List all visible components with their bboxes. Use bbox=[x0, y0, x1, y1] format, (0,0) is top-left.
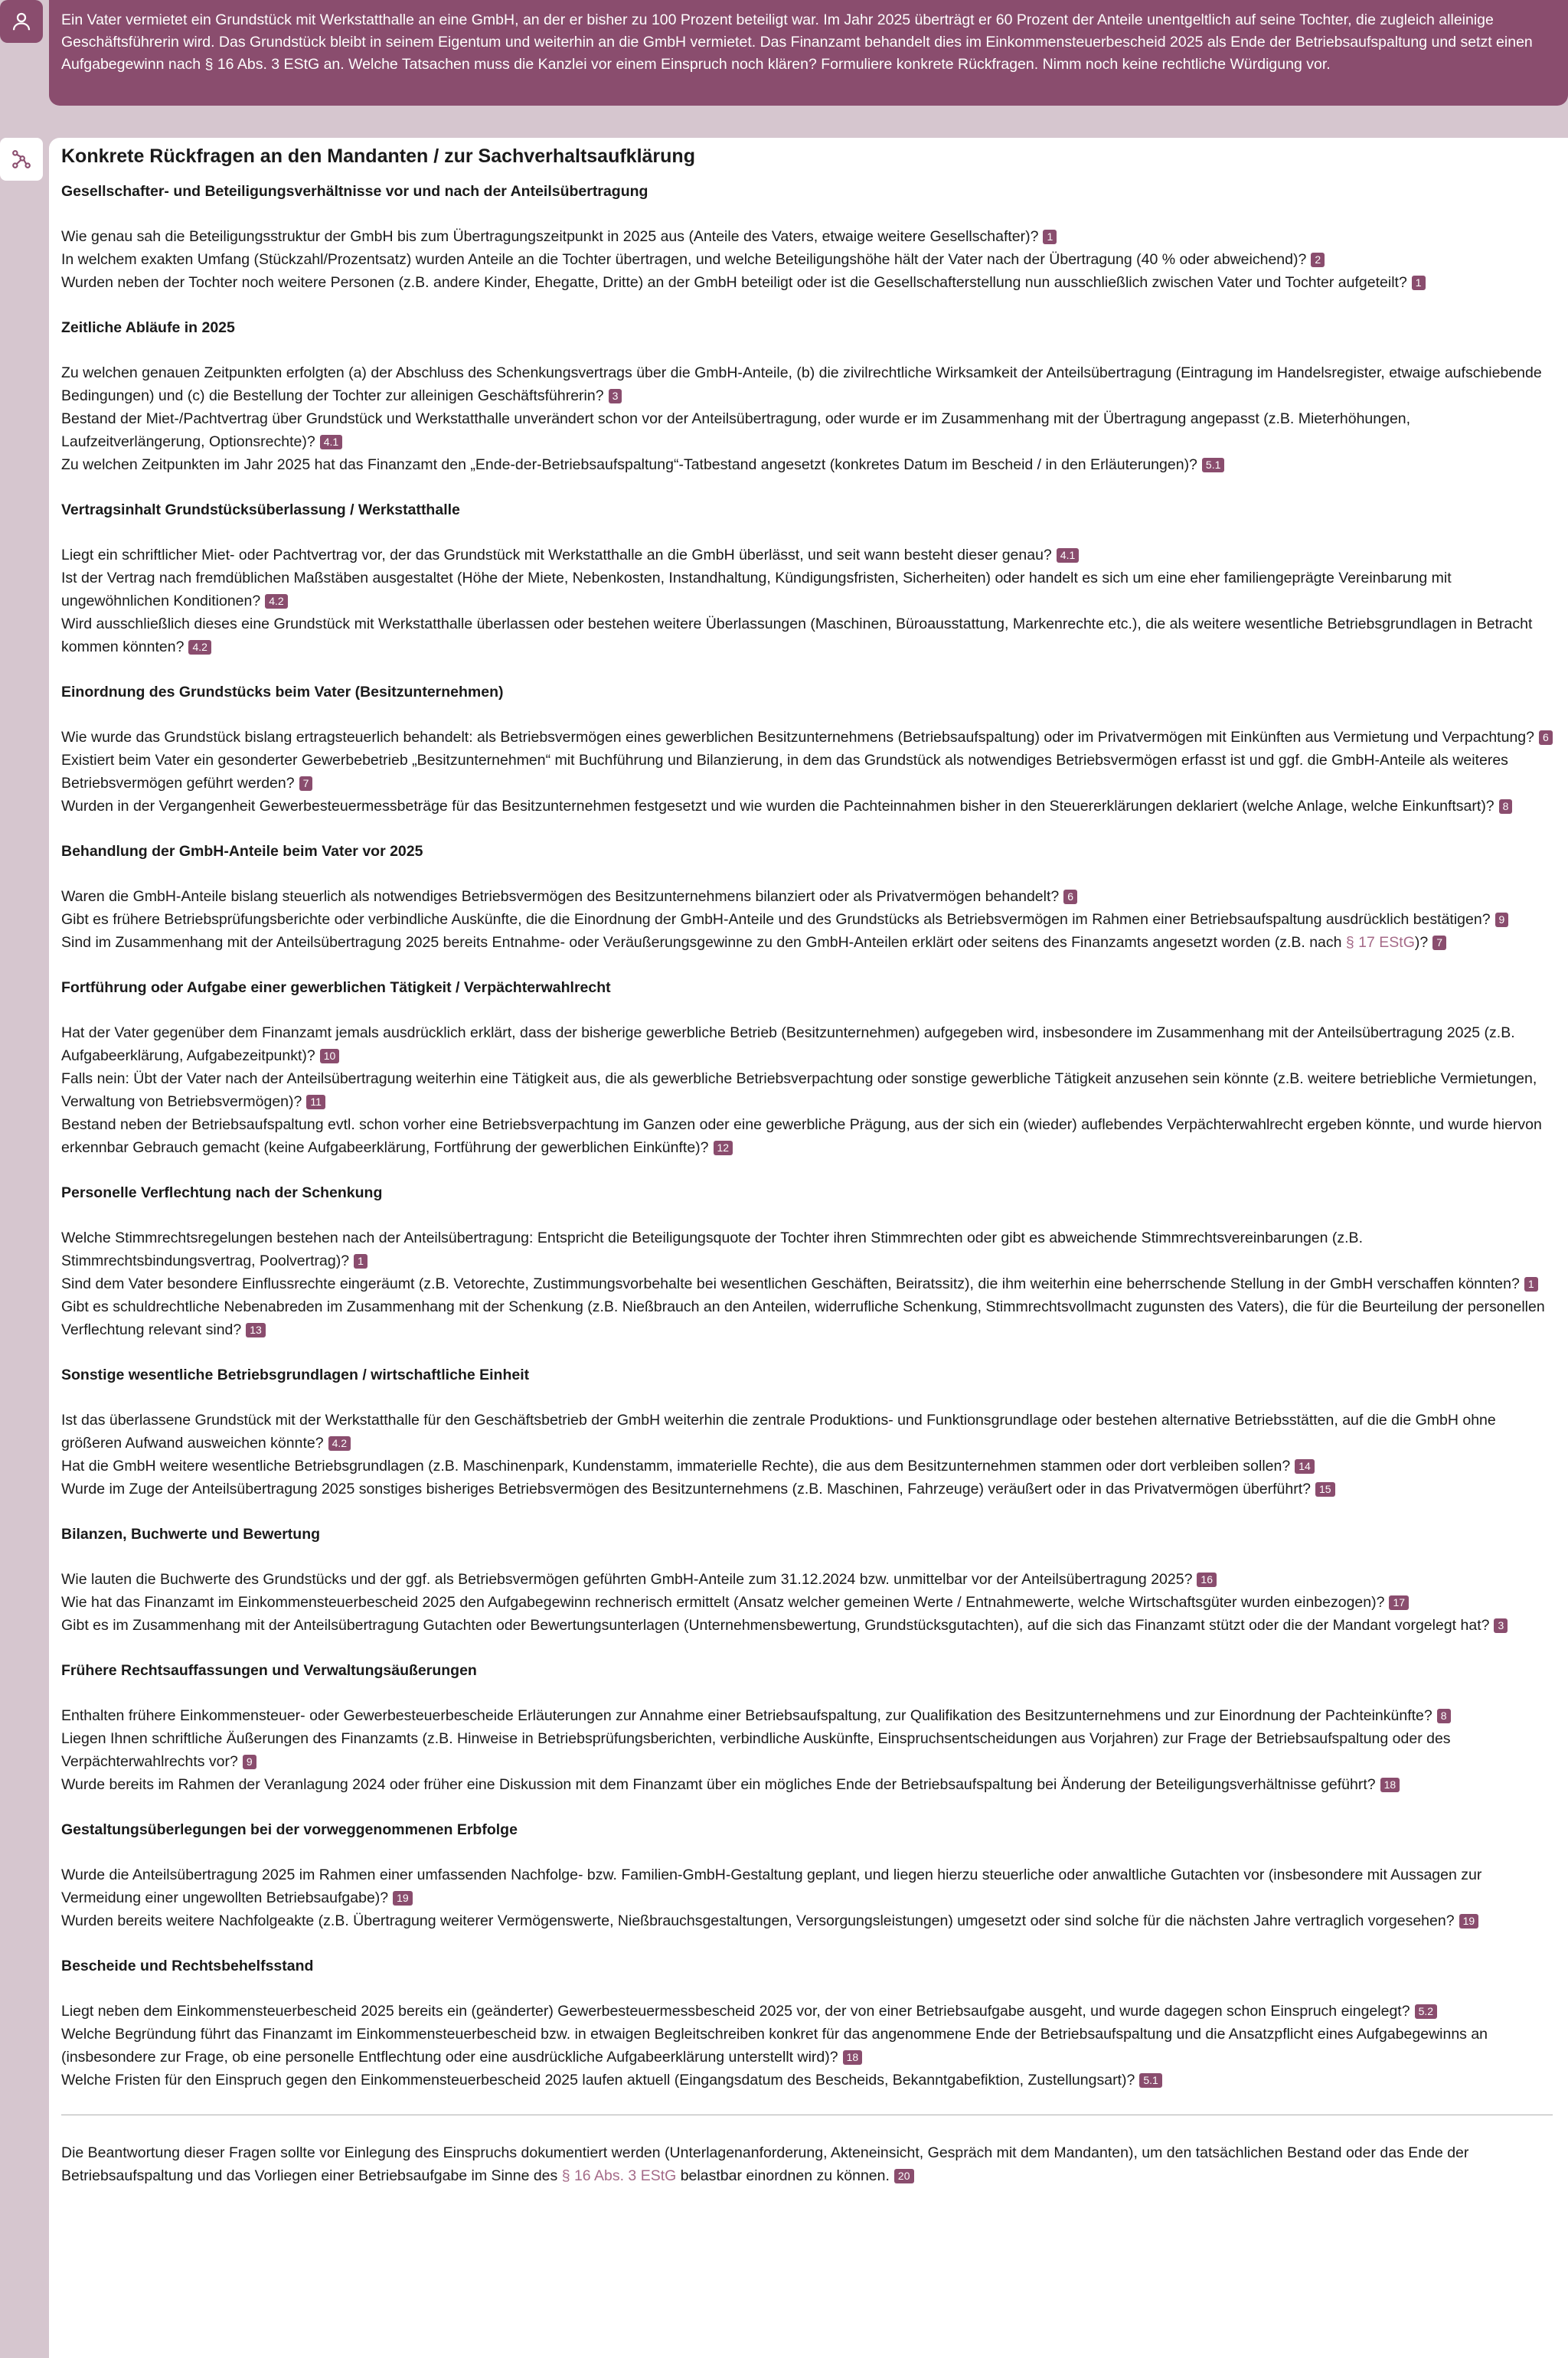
section-heading: Behandlung der GmbH-Anteile beim Vater vor 2025 bbox=[61, 843, 423, 860]
citation-badge[interactable]: 7 bbox=[1432, 936, 1446, 950]
closing-law-link[interactable]: § 16 Abs. 3 EStG bbox=[561, 2167, 677, 2184]
section-heading: Einordnung des Grundstücks beim Vater (Besitzunternehmen) bbox=[61, 684, 504, 701]
question-text: Sind im Zusammenhang mit der Anteilsübertragung 2025 bereits Entnahme- oder Veräußerungsgewinne zu den GmbH-Anteilen erklärt oder seitens des Finanzamts angesetzt worden (z.B. nach bbox=[61, 934, 1346, 951]
question-text: Welche Fristen für den Einspruch gegen den Einkommensteuerbescheid 2025 laufen aktuell (Eingangsdatum des Bescheids, Bekanntgabefiktion, Zustellungsart)? bbox=[61, 2072, 1135, 2089]
question-item bbox=[61, 225, 1553, 248]
question-text: Hat der Vater gegenüber dem Finanzamt jemals ausdrücklich erklärt, dass der bisherige gewerbliche Betrieb (Besitzunternehmen) aufgegeben wird, insbesondere im Zusammenhang mit der Anteilsübertragung 2025 (z.B. Aufgabeerklärung, Aufgabezeitpunkt)? bbox=[61, 1024, 1515, 1064]
citation-badge[interactable]: 5.2 bbox=[1415, 2004, 1437, 2019]
question-section bbox=[61, 977, 1553, 1159]
question-item bbox=[61, 1409, 1553, 1455]
question-item bbox=[61, 567, 1553, 612]
question-item bbox=[61, 361, 1553, 407]
question-text: Gibt es schuldrechtliche Nebenabreden im Zusammenhang mit der Schenkung (z.B. Nießbrauch an den Anteilen, widerrufliche Schenkung, Stimmrechtsvollmacht zugunsten des Vaters), die für die Beurteilung der personellen Verflechtung relevant sind? bbox=[61, 1298, 1545, 1338]
question-item bbox=[61, 1226, 1553, 1272]
question-text: Wurde im Zuge der Anteilsübertragung 2025 sonstiges bisheriges Betriebsvermögen des Besitzunternehmens (z.B. Maschinen, Fahrzeuge) veräußert oder in das Privatvermögen überführt? bbox=[61, 1481, 1312, 1497]
question-item bbox=[61, 271, 1553, 294]
response-title: Konkrete Rückfragen an den Mandanten / zur Sachverhaltsaufklärung bbox=[61, 145, 695, 167]
question-text: Liegen Ihnen schriftliche Äußerungen des Finanzamts (z.B. Hinweise in Betriebsprüfungsberichten, verbindliche Auskünfte, Einspruchsentscheidungen aus Vorjahren) zur Frage der Betriebsaufspaltung oder des Verpächterwahlrechts vor? bbox=[61, 1730, 1451, 1770]
section-heading: Sonstige wesentliche Betriebsgrundlagen / wirtschaftliche Einheit bbox=[61, 1367, 530, 1383]
citation-badge[interactable]: 18 bbox=[843, 2050, 863, 2065]
assistant-response-panel bbox=[49, 138, 1568, 2358]
citation-badge[interactable]: 6 bbox=[1063, 890, 1077, 904]
question-text: Wie hat das Finanzamt im Einkommensteuerbescheid 2025 den Aufgabegewinn rechnerisch ermittelt (Ansatz welcher gemeinen Werte / Entnahmewerte, welche Wirtschaftsgüter wurden einbezogen)? bbox=[61, 1594, 1385, 1611]
citation-badge[interactable]: 15 bbox=[1315, 1482, 1335, 1497]
closing-text: Die Beantwortung dieser Fragen sollte vor Einlegung des Einspruchs dokumentiert werden (Unterlagenanforderung, Akteneinsicht, Gespräch mit dem Mandanten), um den tatsächlichen Bestand oder das Ende der Betriebsaufspaltung und das Vorliegen einer Betriebsaufgabe im Sinne des bbox=[61, 2144, 1469, 2184]
citation-badge[interactable]: 5.1 bbox=[1202, 458, 1224, 472]
question-sections bbox=[61, 181, 1553, 2092]
citation-badge[interactable]: 19 bbox=[1459, 1914, 1479, 1929]
citation-badge[interactable]: 14 bbox=[1295, 1459, 1315, 1474]
citation-badge[interactable]: 9 bbox=[243, 1755, 256, 1769]
question-section bbox=[61, 317, 1553, 476]
closing-text-end: belastbar einordnen zu können. bbox=[676, 2167, 890, 2184]
question-text: Wie genau sah die Beteiligungsstruktur der GmbH bis zum Übertragungszeitpunkt in 2025 aus (Anteile des Vaters, etwaige weitere Gesellschafter)? bbox=[61, 228, 1039, 245]
question-list bbox=[61, 1704, 1553, 1796]
citation-badge[interactable]: 20 bbox=[894, 2169, 914, 2183]
question-item bbox=[61, 453, 1553, 476]
question-text: Wurde bereits im Rahmen der Veranlagung 2024 oder früher eine Diskussion mit dem Finanzamt über ein mögliches Ende der Betriebsaufspaltung bei Änderung der Beteiligungsverhältnisse geführt? bbox=[61, 1776, 1376, 1793]
question-text: In welchem exakten Umfang (Stückzahl/Prozentsatz) wurden Anteile an die Tochter übertragen, und welche Beteiligungshöhe hält der Vater nach der Übertragung (40 % oder abweichend)? bbox=[61, 251, 1307, 268]
question-section bbox=[61, 499, 1553, 658]
question-item bbox=[61, 1591, 1553, 1614]
law-link[interactable]: § 17 EStG bbox=[1345, 934, 1415, 951]
section-heading: Bilanzen, Buchwerte und Bewertung bbox=[61, 1526, 321, 1543]
question-section bbox=[61, 1660, 1553, 1796]
user-avatar bbox=[0, 0, 43, 43]
closing-paragraph bbox=[61, 2141, 1553, 2187]
question-section bbox=[61, 681, 1553, 818]
question-section bbox=[61, 1955, 1553, 2092]
question-item bbox=[61, 1272, 1553, 1295]
citation-badge[interactable]: 5.1 bbox=[1139, 2073, 1161, 2088]
question-text: Welche Stimmrechtsregelungen bestehen nach der Anteilsübertragung: Entspricht die Beteiligungsquote der Tochter ihren Stimmrechten oder gibt es abweichende Stimmrechtsvereinbarungen (z.B. Stimmrechtsbindungsvertrag, Poolvertrag)? bbox=[61, 1230, 1363, 1269]
section-heading: Gesellschafter- und Beteiligungsverhältnisse vor und nach der Anteilsübertragung bbox=[61, 183, 648, 200]
citation-badge[interactable]: 18 bbox=[1380, 1778, 1400, 1792]
question-text: Wurden in der Vergangenheit Gewerbesteuermessbeträge für das Besitzunternehmen festgesetzt und wie wurden die Pachteinnahmen bisher in den Steuererklärungen deklariert (welche Anlage, welche Einkunftsart)? bbox=[61, 798, 1494, 815]
question-item bbox=[61, 1067, 1553, 1113]
citation-badge[interactable]: 8 bbox=[1499, 799, 1513, 814]
question-item bbox=[61, 885, 1553, 908]
question-text: Falls nein: Übt der Vater nach der Anteilsübertragung weiterhin eine Tätigkeit aus, die als gewerbliche Betriebsverpachtung oder sonstige gewerbliche Tätigkeit anzusehen sein könnte (z.B. weitere betriebliche Vermietungen, Verwaltung von Betriebsvermögen)? bbox=[61, 1070, 1537, 1110]
question-text: Liegt ein schriftlicher Miet- oder Pachtvertrag vor, der das Grundstück mit Werkstatthalle an die GmbH überlässt, und seit wann besteht dieser genau? bbox=[61, 547, 1052, 563]
question-item bbox=[61, 795, 1553, 818]
citation-badge[interactable]: 12 bbox=[714, 1141, 733, 1155]
citation-badge[interactable]: 6 bbox=[1539, 730, 1553, 745]
citation-badge[interactable]: 1 bbox=[1043, 230, 1057, 244]
question-text: Zu welchen genauen Zeitpunkten erfolgten (a) der Abschluss des Schenkungsvertrags über die GmbH-Anteile, (b) die zivilrechtliche Wirksamkeit der Anteilsübertragung (Eintragung im Handelsregister, etwaige aufschiebende Bedingungen) und (c) die Bestellung der Tochter zur alleinigen Geschäftsführerin? bbox=[61, 364, 1542, 404]
question-item bbox=[61, 1704, 1553, 1727]
question-text: Ist das überlassene Grundstück mit der Werkstatthalle für den Geschäftsbetrieb der GmbH weiterhin die zentrale Produktions- und Funktionsgrundlage oder bestehen alternative Betriebsstätten, auf die die GmbH ohne größeren Aufwand ausweichen könnte? bbox=[61, 1412, 1496, 1452]
question-item bbox=[61, 2000, 1553, 2023]
citation-badge[interactable]: 7 bbox=[299, 776, 313, 791]
question-item bbox=[61, 749, 1553, 795]
question-text: Liegt neben dem Einkommensteuerbescheid 2025 bereits ein (geänderter) Gewerbesteuermessbescheid 2025 vor, der von einer Betriebsaufgabe ausgeht, und wurde dagegen schon Einspruch eingelegt? bbox=[61, 2003, 1410, 2020]
question-item bbox=[61, 1614, 1553, 1637]
question-section bbox=[61, 1182, 1553, 1341]
question-section bbox=[61, 181, 1553, 294]
question-text: Wurden neben der Tochter noch weitere Personen (z.B. andere Kinder, Ehegatte, Dritte) an der GmbH beteiligt oder ist die Gesellschafterstellung nun ausschließlich zwischen Vater und Tochter aufgeteilt? bbox=[61, 274, 1407, 291]
question-list bbox=[61, 1863, 1553, 1932]
question-list bbox=[61, 1409, 1553, 1501]
assistant-avatar bbox=[0, 138, 43, 181]
question-text: Wie lauten die Buchwerte des Grundstücks und der ggf. als Betriebsvermögen geführten GmbH-Anteile zum 31.12.2024 bzw. unmittelbar vor der Anteilsübertragung 2025? bbox=[61, 1571, 1193, 1588]
question-text-end: )? bbox=[1414, 934, 1429, 951]
question-list bbox=[61, 225, 1553, 294]
question-text: Wurden bereits weitere Nachfolgeakte (z.B. Übertragung weiterer Vermögenswerte, Nießbrauchsgestaltungen, Versorgungsleistungen) umgesetzt oder sind solche für die nächsten Jahre vertraglich vorgesehen? bbox=[61, 1912, 1455, 1929]
question-item bbox=[61, 1773, 1553, 1796]
question-item bbox=[61, 612, 1553, 658]
citation-badge[interactable]: 17 bbox=[1389, 1595, 1409, 1610]
question-item bbox=[61, 2069, 1553, 2092]
question-text: Bestand der Miet-/Pachtvertrag über Grundstück und Werkstatthalle unverändert schon vor der Anteilsübertragung, oder wurde er im Zusammenhang mit der Übertragung angepasst (z.B. Mieterhöhungen, Laufzeitverlängerung, Optionsrechte)? bbox=[61, 410, 1411, 450]
question-text: Bestand neben der Betriebsaufspaltung evtl. schon vorher eine Betriebsverpachtung im Ganzen oder eine gewerbliche Prägung, aus der sich ein (wieder) auflebendes Verpächterwahlrecht ergeben könnte, und wurde hiervon erkennbar Gebrauch gemacht (keine Aufgabeerklärung, Fortführung der gewerblichen Einkünfte)? bbox=[61, 1116, 1542, 1156]
citation-badge[interactable]: 1 bbox=[1524, 1277, 1538, 1292]
section-heading: Frühere Rechtsauffassungen und Verwaltungsäußerungen bbox=[61, 1662, 477, 1679]
section-heading: Fortführung oder Aufgabe einer gewerblichen Tätigkeit / Verpächterwahlrecht bbox=[61, 979, 611, 996]
section-heading: Personelle Verflechtung nach der Schenkung bbox=[61, 1184, 383, 1201]
question-text: Wie wurde das Grundstück bislang ertragsteuerlich behandelt: als Betriebsvermögen eines gewerblichen Besitzunternehmens (Betriebsaufspaltung) oder im Privatvermögen mit Einkünften aus Vermietung und Verpachtung? bbox=[61, 729, 1534, 746]
question-item bbox=[61, 1295, 1553, 1341]
question-item bbox=[61, 2023, 1553, 2069]
question-item bbox=[61, 407, 1553, 453]
citation-badge[interactable]: 4.2 bbox=[265, 594, 287, 609]
user-icon bbox=[10, 10, 33, 33]
question-text: Sind dem Vater besondere Einflussrechte eingeräumt (z.B. Vetorechte, Zustimmungsvorbehalte bei wesentlichen Geschäften, Beiratssitz), die ihm weiterhin eine beherrschende Stellung in der GmbH verschaffen könnten? bbox=[61, 1275, 1520, 1292]
user-message-text: Ein Vater vermietet ein Grundstück mit Werkstatthalle an eine GmbH, an der er bisher zu 100 Prozent beteiligt war. Im Jahr 2025 überträgt er 60 Prozent der Anteile unentgeltlich auf seine Tochter, die zugleich alleinige Geschäftsführerin wird. Das Grundstück bleibt in seinem Eigentum und weiterhin an die GmbH vermietet. Das Finanzamt behandelt dies im Einkommensteuerbescheid 2025 als Ende der Betriebsaufspaltung und setzt einen Aufgabegewinn nach § 16 Abs. 3 EStG an. Welche Tatsachen muss die Kanzlei vor einem Einspruch noch klären? Formuliere konkrete Rückfragen. Nimm noch keine rechtliche Würdigung vor. bbox=[61, 11, 1533, 73]
citation-badge[interactable]: 4.2 bbox=[188, 640, 211, 655]
question-item bbox=[61, 1478, 1553, 1501]
question-item bbox=[61, 544, 1553, 567]
question-text: Gibt es im Zusammenhang mit der Anteilsübertragung Gutachten oder Bewertungsunterlagen (Unternehmensbewertung, Grundstücksgutachten), auf die sich das Finanzamt stützt oder die der Mandant vorgelegt hat? bbox=[61, 1617, 1490, 1634]
question-text: Waren die GmbH-Anteile bislang steuerlich als notwendiges Betriebsvermögen des Besitzunternehmens bilanziert oder als Privatvermögen behandelt? bbox=[61, 888, 1060, 905]
citation-badge[interactable]: 11 bbox=[306, 1095, 325, 1109]
section-heading: Bescheide und Rechtsbehelfsstand bbox=[61, 1958, 314, 1974]
question-item bbox=[61, 931, 1553, 954]
user-message-bubble bbox=[49, 0, 1568, 106]
question-list bbox=[61, 2000, 1553, 2092]
question-text: Zu welchen Zeitpunkten im Jahr 2025 hat das Finanzamt den „Ende-der-Betriebsaufspaltung“-Tatbestand angesetzt (konkretes Datum im Bescheid / in den Erläuterungen)? bbox=[61, 456, 1197, 473]
citation-badge[interactable]: 4.1 bbox=[320, 435, 342, 449]
section-heading: Gestaltungsüberlegungen bei der vorweggenommenen Erbfolge bbox=[61, 1821, 518, 1838]
question-item bbox=[61, 1113, 1553, 1159]
question-text: Gibt es frühere Betriebsprüfungsberichte oder verbindliche Auskünfte, die die Einordnung der GmbH-Anteile und des Grundstücks als Betriebsvermögen im Rahmen einer Betriebsaufspaltung ausdrücklich bestätigen? bbox=[61, 911, 1491, 928]
question-list bbox=[61, 361, 1553, 476]
question-section bbox=[61, 1524, 1553, 1637]
question-list bbox=[61, 885, 1553, 954]
question-item bbox=[61, 1021, 1553, 1067]
question-item bbox=[61, 248, 1553, 271]
citation-badge[interactable]: 3 bbox=[609, 389, 622, 403]
question-text: Hat die GmbH weitere wesentliche Betriebsgrundlagen (z.B. Maschinenpark, Kundenstamm, immaterielle Rechte), die aus dem Besitzunternehmen stammen oder dort verbleiben sollen? bbox=[61, 1458, 1291, 1475]
question-text: Welche Begründung führt das Finanzamt im Einkommensteuerbescheid bzw. in etwaigen Begleitschreiben konkret für das angenommene Ende der Betriebsaufspaltung und die Ansatzpflicht eines Aufgabegewinns an (insbesondere zur Frage, ob eine personelle Entflechtung oder eine ausdrückliche Aufgabeerklärung unterstellt wird)? bbox=[61, 2026, 1488, 2066]
question-list bbox=[61, 1568, 1553, 1637]
citation-badge[interactable]: 10 bbox=[320, 1049, 340, 1063]
question-section bbox=[61, 1819, 1553, 1932]
citation-badge[interactable]: 3 bbox=[1494, 1618, 1508, 1633]
citation-badge[interactable]: 16 bbox=[1197, 1573, 1217, 1587]
question-text: Wird ausschließlich dieses eine Grundstück mit Werkstatthalle überlassen oder bestehen weitere Überlassungen (Maschinen, Büroausstattung, Markenrechte etc.), die als weitere wesentliche Betriebsgrundlagen in Betracht kommen könnten? bbox=[61, 616, 1533, 655]
question-item bbox=[61, 1863, 1553, 1909]
citation-badge[interactable]: 1 bbox=[354, 1254, 368, 1269]
citation-badge[interactable]: 4.1 bbox=[1057, 548, 1079, 563]
share-nodes-icon bbox=[11, 149, 32, 170]
question-text: Enthalten frühere Einkommensteuer- oder Gewerbesteuerbescheide Erläuterungen zur Annahme einer Betriebsaufspaltung, zur Qualifikation des Besitzunternehmens und zur Einordnung der Pachteinkünfte? bbox=[61, 1707, 1432, 1724]
question-item bbox=[61, 1727, 1553, 1773]
question-list bbox=[61, 1226, 1553, 1341]
section-heading: Vertragsinhalt Grundstücksüberlassung / Werkstatthalle bbox=[61, 501, 460, 518]
question-text: Wurde die Anteilsübertragung 2025 im Rahmen einer umfassenden Nachfolge- bzw. Familien-GmbH-Gestaltung geplant, und liegen hierzu steuerliche oder anwaltliche Gutachten vor (insbesondere mit Aussagen zur Vermeidung einer ungewollten Betriebsaufgabe)? bbox=[61, 1866, 1482, 1906]
question-item bbox=[61, 1909, 1553, 1932]
citation-badge[interactable]: 8 bbox=[1437, 1709, 1451, 1723]
question-list bbox=[61, 544, 1553, 658]
question-list bbox=[61, 726, 1553, 818]
question-section bbox=[61, 841, 1553, 954]
citation-badge[interactable]: 2 bbox=[1311, 253, 1325, 267]
citation-badge[interactable]: 13 bbox=[246, 1323, 266, 1337]
question-item bbox=[61, 726, 1553, 749]
question-item bbox=[61, 1568, 1553, 1591]
citation-badge[interactable]: 19 bbox=[393, 1891, 413, 1906]
question-list bbox=[61, 1021, 1553, 1159]
question-text: Existiert beim Vater ein gesonderter Gewerbebetrieb „Besitzunternehmen“ mit Buchführung und Bilanzierung, in dem das Grundstück als notwendiges Betriebsvermögen erfasst ist und ggf. die GmbH-Anteile als weiteres Betriebsvermögen geführt werden? bbox=[61, 752, 1508, 792]
citation-badge[interactable]: 9 bbox=[1495, 913, 1509, 927]
question-item bbox=[61, 908, 1553, 931]
question-text: Ist der Vertrag nach fremdüblichen Maßstäben ausgestaltet (Höhe der Miete, Nebenkosten, Instandhaltung, Kündigungsfristen, Sicherheiten) oder handelt es sich um eine eher familiengeprägte Vereinbarung mit ungewöhnlichen Konditionen? bbox=[61, 570, 1452, 609]
citation-badge[interactable]: 1 bbox=[1412, 276, 1426, 290]
question-section bbox=[61, 1364, 1553, 1501]
question-item bbox=[61, 1455, 1553, 1478]
citation-badge[interactable]: 4.2 bbox=[328, 1436, 351, 1451]
section-heading: Zeitliche Abläufe in 2025 bbox=[61, 319, 235, 336]
